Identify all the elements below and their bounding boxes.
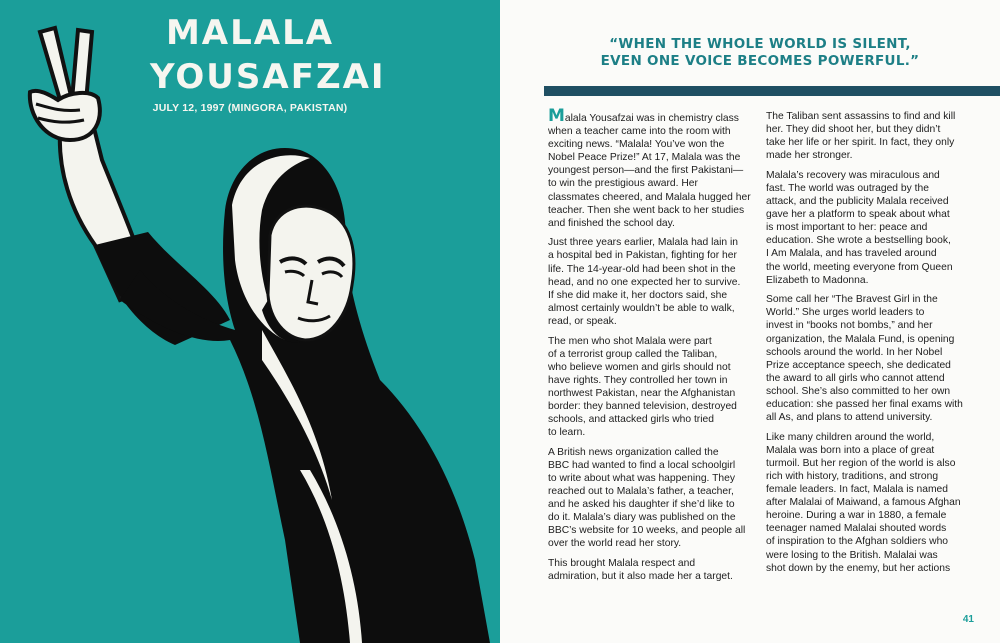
text-line: World.” She urges world leaders to: [766, 307, 925, 319]
text-line: education: she passed her final exams with: [766, 398, 963, 410]
page-number: 41: [962, 614, 974, 625]
text-line: schools around the world. In her Nobel: [766, 346, 943, 358]
text-line: organization, the Malala Fund, is opening: [766, 333, 955, 345]
body-paragraph: [548, 335, 738, 440]
text-line: heroine. During a war in 1880, a female: [766, 510, 947, 522]
text-line: and finished the school day.: [548, 217, 675, 229]
text-line: Just three years earlier, Malala had lain in: [548, 237, 739, 249]
text-line: BBC had wanted to find a local schoolgirl: [548, 459, 736, 471]
text-line: I Am Malala, and has traveled around: [766, 248, 937, 260]
text-line: is most important to her: peace and: [766, 222, 928, 234]
text-line: were losing to the British. Malalai was: [766, 549, 938, 561]
text-line: A British news organization called the: [548, 446, 719, 458]
text-line: Some call her “The Bravest Girl in the: [766, 294, 938, 306]
body-paragraph: [766, 169, 956, 287]
text-line: school. She’s also committed to her own: [766, 385, 951, 397]
text-line: do it. Malala’s diary was published on the: [548, 512, 736, 524]
text-line: read, or speak.: [548, 315, 617, 327]
text-line: youngest person—and the first Pakistani—: [548, 165, 744, 177]
text-line: education. She wrote a bestselling book,: [766, 235, 951, 247]
text-line: Malala was born into a place of great: [766, 444, 935, 456]
text-line: schools, and attacked girls who tried: [548, 414, 714, 426]
text-line: teenager named Malalai shouted words: [766, 523, 947, 535]
text-line: turmoil. But her region of the world is also: [766, 457, 956, 469]
text-column-right: [766, 110, 963, 581]
text-line: and he asked his daughter if she’d like to: [548, 499, 735, 511]
body-paragraph: [766, 431, 961, 575]
text-line: the world, meeting everyone from Queen: [766, 261, 953, 273]
body-paragraph: [548, 106, 751, 230]
body-paragraph: [548, 557, 738, 583]
text-line: This brought Malala respect and: [548, 558, 696, 569]
text-line: life. The 14-year-old had been shot in the: [548, 263, 736, 275]
text-line: invest in “books not bombs,” and her: [766, 320, 933, 332]
text-line: Nobel Peace Prize!” At 17, Malala was the: [548, 152, 741, 164]
text-line: Like many children around the world,: [766, 431, 935, 443]
body-paragraph: [548, 236, 741, 328]
text-line: to learn.: [548, 427, 586, 439]
text-line: head, and no one expected her to survive.: [548, 276, 741, 288]
text-line: admiration, but it also made her a target.: [548, 571, 733, 583]
text-line: border: they banned television, destroyed: [548, 400, 737, 412]
pull-quote-line: “WHEN THE WHOLE WORLD IS SILENT,: [609, 36, 911, 52]
text-line: [548, 106, 739, 126]
title-last-name: YOUSAFZAI: [150, 57, 386, 97]
text-line: rich with history, traditions, and strong: [766, 470, 939, 482]
text-line: fast. The world was outraged by the: [766, 182, 929, 194]
text-line: over the world read her story.: [548, 538, 682, 550]
title-first-name: MALALA: [165, 13, 335, 53]
text-line: Elizabeth to Madonna.: [766, 274, 869, 286]
text-line: of a terrorist group called the Taliban,: [548, 348, 718, 360]
pull-quote: [600, 36, 920, 70]
body-paragraph: [766, 110, 956, 162]
text-line: The men who shot Malala were part: [548, 335, 712, 347]
text-line: gave her a platform to speak about what: [766, 209, 950, 221]
text-line: If she did make it, her doctors said, she: [548, 289, 728, 301]
text-line: teacher. Then she went back to her studies: [548, 204, 745, 216]
text-line: reached out to Malala’s father, a teacher,: [548, 486, 734, 498]
text-line: to win the prestigious award. Her: [548, 178, 698, 190]
drop-cap: M: [548, 106, 565, 126]
text-column-left: [548, 106, 751, 590]
text-line: almost certainly wouldn’t be able to walk,: [548, 302, 735, 314]
text-line: The Taliban sent assassins to find and kill: [766, 111, 956, 122]
text-line: BBC’s website for 10 weeks, and people all: [548, 525, 746, 537]
text-line: have rights. They controlled her town in: [548, 374, 728, 386]
text-line: who believe women and girls should not: [548, 361, 731, 373]
text-line: female leaders. In fact, Malala is named: [766, 484, 949, 496]
body-paragraph: [766, 293, 963, 424]
text-line: the award to all girls who cannot attend: [766, 372, 945, 384]
text-line: her. They did shoot her, but they didn’t: [766, 124, 941, 136]
pull-quote-line: EVEN ONE VOICE BECOMES POWERFUL.”: [600, 53, 920, 69]
right-page: [500, 0, 1000, 643]
text-line: northwest Pakistan, near the Afghanistan: [548, 387, 736, 399]
text-line: Malala’s recovery was miraculous and: [766, 169, 940, 181]
text-line: Prize acceptance speech, she dedicated: [766, 359, 951, 371]
text-line: a hospital bed in Pakistan, fighting for her: [548, 250, 737, 262]
text-line: shot down by the enemy, but her actions: [766, 562, 951, 574]
birth-date-place: JULY 12, 1997 (MINGORA, PAKISTAN): [152, 102, 348, 114]
text-line: attack, and the publicity Malala received: [766, 196, 949, 208]
text-line: of inspiration to the Afghan soldiers who: [766, 536, 949, 548]
text-line: classmates cheered, and Malala hugged her: [548, 191, 751, 203]
text-line: when a teacher came into the room with: [548, 126, 731, 138]
text-line: take her life or her spirit. In fact, they only: [766, 137, 955, 149]
text-line: after Malalai of Maiwand, a famous Afghan: [766, 497, 961, 509]
divider-bar: [544, 86, 1000, 96]
body-paragraph: [548, 446, 746, 551]
text-line: to write about what was happening. They: [548, 472, 735, 484]
text-line: all As, and plans to attend university.: [766, 412, 933, 424]
text-line: exciting news. “Malala! You’ve won the: [548, 139, 725, 151]
text-line: made her stronger.: [766, 150, 853, 162]
text-line-rest: alala Yousafzai was in chemistry class: [564, 113, 739, 124]
